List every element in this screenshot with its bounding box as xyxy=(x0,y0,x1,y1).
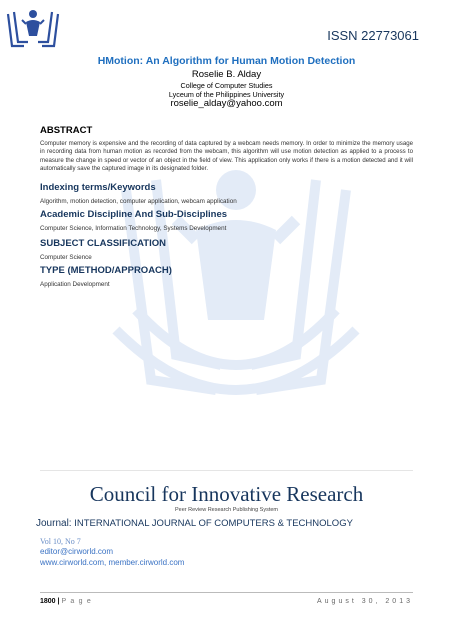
volume-label: Vol 10, No 7 xyxy=(40,537,81,546)
journal-label: Journal: xyxy=(36,518,72,529)
discipline-text: Computer Science, Information Technology, Systems Development xyxy=(40,225,227,232)
paper-title: HMotion: An Algorithm for Human Motion Detection xyxy=(97,55,356,67)
keywords-heading: Indexing terms/Keywords xyxy=(40,182,156,193)
type-heading: TYPE (METHOD/APPROACH) xyxy=(40,265,172,276)
peer-review-label: Peer Review Research Publishing System xyxy=(174,507,279,513)
abstract-heading: ABSTRACT xyxy=(40,125,93,136)
publication-date: August 30, 2013 xyxy=(317,598,413,605)
subject-heading: SUBJECT CLASSIFICATION xyxy=(40,238,166,249)
discipline-heading: Academic Discipline And Sub-Disciplines xyxy=(40,209,228,220)
journal-line xyxy=(36,518,353,529)
author-email[interactable]: roselie_alday@yahoo.com xyxy=(170,98,283,109)
watermark-logo-icon xyxy=(96,150,376,450)
journal-name: INTERNATIONAL JOURNAL OF COMPUTERS & TECHNOLOGY xyxy=(74,518,353,529)
page-number xyxy=(40,598,92,605)
page-separator: | xyxy=(57,598,60,605)
council-title: Council for Innovative Research xyxy=(89,482,364,506)
divider xyxy=(40,470,413,471)
abstract-text: Computer memory is expensive and the recording of data captured by a webcam needs memory. In order to minimize the memory usage in recording data from human motion as recorded from the webcam, this algorithm will use motion detection as applied to a process to measure the change in speed or vector of an object in the field of view. This application only works if there is a motion detected and it will automatically save the captured image in its designated folder. xyxy=(40,140,413,173)
footer-divider xyxy=(40,592,413,593)
editor-email-link[interactable]: editor@cirworld.com xyxy=(40,547,114,556)
page-number-value: 1800 xyxy=(40,598,56,605)
type-text: Application Development xyxy=(40,281,110,288)
author-name: Roselie B. Alday xyxy=(191,69,262,80)
author-university: Lyceum of the Philippines University xyxy=(168,90,285,99)
website-links[interactable]: www.cirworld.com, member.cirworld.com xyxy=(40,558,185,567)
issn-label: ISSN 22773061 xyxy=(327,28,419,43)
keywords-text: Algorithm, motion detection, computer application, webcam application xyxy=(40,198,237,205)
subject-text: Computer Science xyxy=(40,254,92,261)
journal-logo-icon xyxy=(4,6,62,52)
author-college: College of Computer Studies xyxy=(180,81,273,90)
page-word: P a g e xyxy=(61,598,92,605)
